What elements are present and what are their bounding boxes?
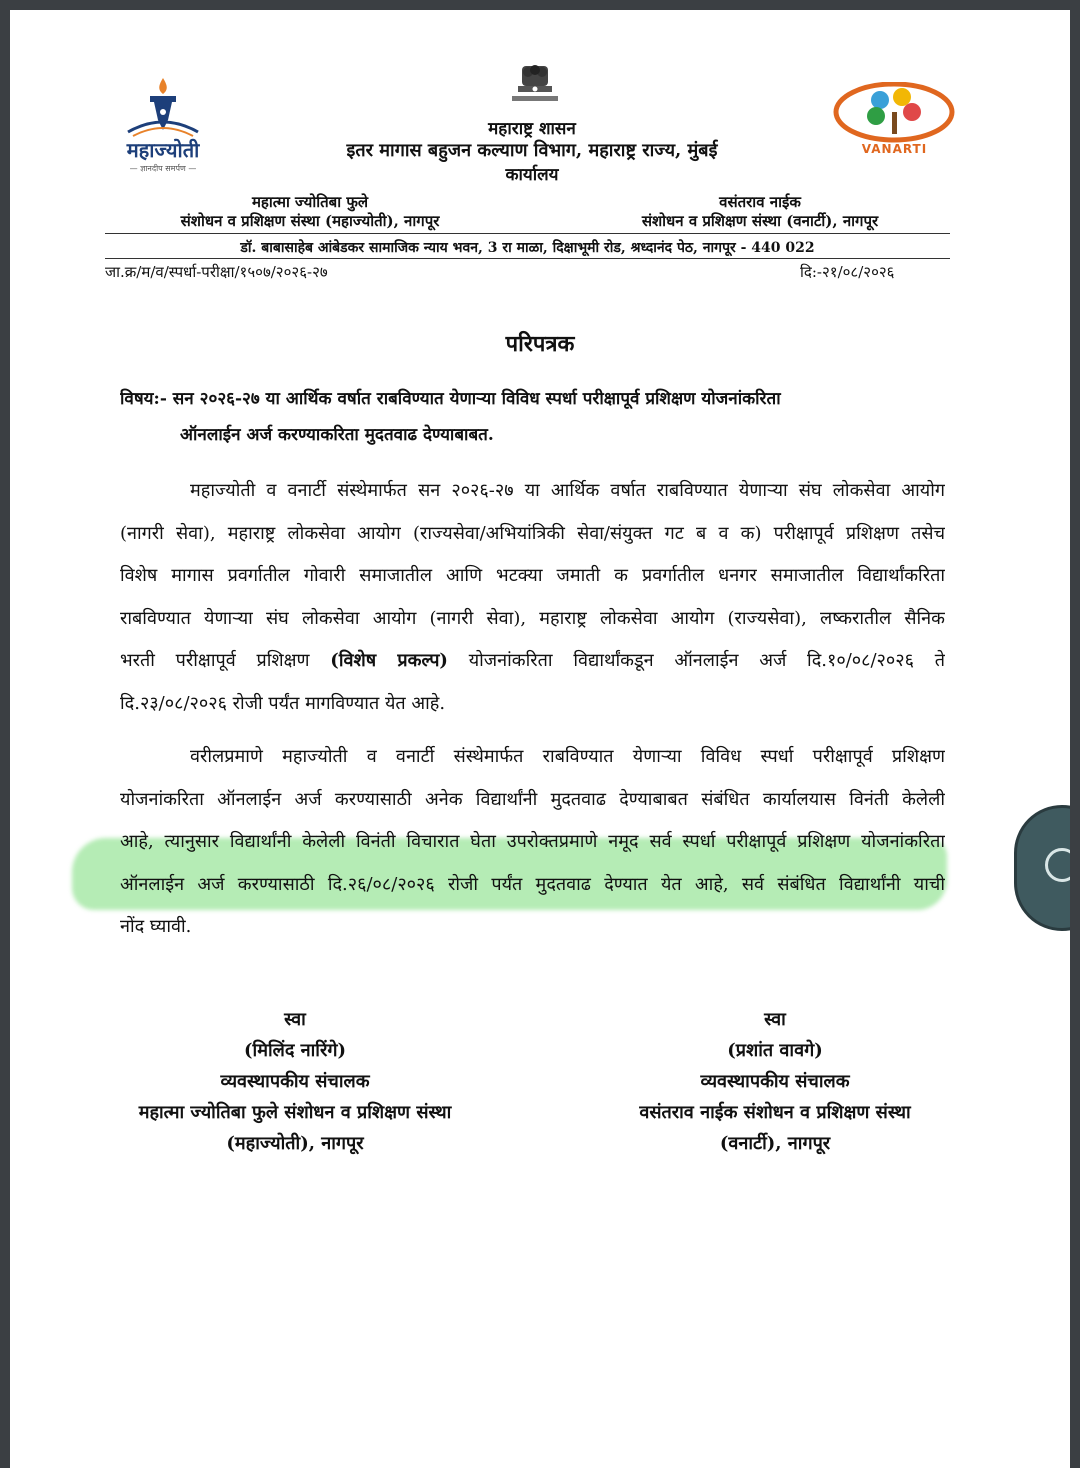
mahajyoti-logo-text: महाज्योती <box>126 138 200 162</box>
paragraph-2-line: आहे, त्यानुसार विद्यार्थांनी केलेली विनंती विचारात घेता उपरोक्तप्रमाणे नमूद सर्व स्पर्धा परीक्षापूर्व प्रशिक्षण योजनांकरिता <box>120 831 945 852</box>
paragraph-1-line <box>120 640 945 683</box>
header-divider-top <box>105 233 950 234</box>
mahajyoti-logo <box>98 72 228 182</box>
right-sign: स्वा <box>764 1009 786 1030</box>
subject-line1: विषय:- सन २०२६-२७ या आर्थिक वर्षात राबविण्यात येणाऱ्या विविध स्पर्धा परीक्षापूर्व प्रशिक्षण योजनांकरिता <box>120 389 781 409</box>
mahajyoti-logo-tagline: — ज्ञानदीप समर्पण — <box>129 164 197 173</box>
right-designation: व्यवस्थापकीय संचालक <box>700 1071 850 1092</box>
left-org-line2: (महाज्योती), नागपूर <box>226 1133 364 1154</box>
right-signatory-name: (प्रशांत वावगे) <box>727 1040 823 1061</box>
vanarti-logo <box>832 82 957 160</box>
address-line: डॉ. बाबासाहेब आंबेडकर सामाजिक न्याय भवन, 3 रा माळा, दिक्षाभूमी रोड, श्रध्दानंद पेठ, नागपूर - 440 022 <box>240 240 815 256</box>
dept-line: इतर मागास बहुजन कल्याण विभाग, महाराष्ट्र राज्य, मुंबई <box>346 140 718 161</box>
document-title: परिपत्रक <box>505 331 575 357</box>
paragraph-1-line: (नागरी सेवा), महाराष्ट्र लोकसेवा आयोग (राज्यसेवा/अभियांत्रिकी सेवा/संयुक्त गट ब व क) परीक्षापूर्व प्रशिक्षण तसेच <box>120 522 945 544</box>
paragraph-1 <box>120 470 945 725</box>
left-sign: स्वा <box>284 1009 306 1030</box>
right-org-line2: (वनार्टी), नागपूर <box>719 1133 831 1154</box>
document-page <box>10 10 1070 1468</box>
paragraph-2 <box>120 736 945 949</box>
header-divider-bottom <box>105 258 950 259</box>
left-org-line1: महात्मा ज्योतिबा फुले संशोधन व प्रशिक्षण संस्था <box>138 1102 452 1123</box>
paragraph-2-line: नोंद घ्यावी. <box>120 916 192 937</box>
paragraph-1-line: विशेष मागास प्रवर्गातील गोवारी समाजातील आणि भटक्या जमाती क प्रवर्गातील धनगर समाजातील विद्यार्थांकरिता <box>120 565 945 586</box>
left-signatory-name: (मिलिंद नारिंगे) <box>244 1040 346 1061</box>
line5-pre: भरती परीक्षापूर्व प्रशिक्षण <box>120 650 331 671</box>
gov-line: महाराष्ट्र शासन <box>488 119 576 139</box>
circle-icon <box>1045 848 1070 882</box>
line5-post: योजनांकरिता विद्यार्थांकडून ऑनलाईन अर्ज दि.१०/०८/२०२६ ते <box>447 650 945 671</box>
special-project-text: (विशेष प्रकल्प) <box>330 650 448 671</box>
floating-side-button[interactable] <box>1014 805 1070 931</box>
right-signature-block <box>590 1004 960 1159</box>
left-org-line2: संशोधन व प्रशिक्षण संस्था (महाज्योती), नागपूर <box>180 212 440 230</box>
left-org-line1: महात्मा ज्योतिबा फुले <box>251 193 369 211</box>
left-signature-block <box>105 1004 485 1159</box>
vanarti-tree-icon <box>832 82 957 144</box>
national-emblem-icon <box>500 60 570 108</box>
document-date: दि:-२१/०८/२०२६ <box>800 263 895 281</box>
paragraph-1-line: दि.२३/०८/२०२६ रोजी पर्यंत मागविण्यात येत आहे. <box>120 692 446 714</box>
paragraph-1-line: महाज्योती व वनार्टी संस्थेमार्फत सन २०२६-२७ या आर्थिक वर्षात राबविण्यात येणाऱ्या संघ लोकसेवा आयोग <box>190 480 945 501</box>
reference-number: जा.क्र/म/व/स्पर्धा-परीक्षा/१५०७/२०२६-२७ <box>105 263 328 281</box>
paragraph-2-line: ऑनलाईन अर्ज करण्यासाठी दि.२६/०८/२०२६ रोजी पर्यंत मुदतवाढ देण्यात येत आहे, सर्व संबंधित विद्यार्थांनी याची <box>120 873 945 895</box>
subject-line2: ऑनलाईन अर्ज करण्याकरिता मुदतवाढ देण्याबाबत. <box>180 425 494 445</box>
right-org-line1: वसंतराव नाईक संशोधन व प्रशिक्षण संस्था <box>639 1102 911 1123</box>
right-org-line1: वसंतराव नाईक <box>719 193 801 211</box>
paragraph-1-line: राबविण्यात येणाऱ्या संघ लोकसेवा आयोग (नागरी सेवा), महाराष्ट्र लोकसेवा आयोग (राज्यसेवा), लष्करातील सैनिक <box>120 607 945 629</box>
left-designation: व्यवस्थापकीय संचालक <box>220 1071 370 1092</box>
paragraph-2-line: वरीलप्रमाणे महाज्योती व वनार्टी संस्थेमार्फत राबविण्यात येणाऱ्या विविध स्पर्धा परीक्षापूर्व प्रशिक्षण <box>190 746 945 767</box>
vanarti-logo-text: VANARTI <box>861 142 928 156</box>
office-line: कार्यालय <box>505 165 559 185</box>
right-org-line2: संशोधन व प्रशिक्षण संस्था (वनार्टी), नागपूर <box>641 212 879 230</box>
paragraph-2-line: योजनांकरिता ऑनलाईन अर्ज करण्यासाठी अनेक विद्यार्थांनी मुदतवाढ देण्याबाबत संबंधित कार्यालयास विनंती केलेली <box>120 788 945 810</box>
pen-lamp-icon <box>98 72 228 142</box>
